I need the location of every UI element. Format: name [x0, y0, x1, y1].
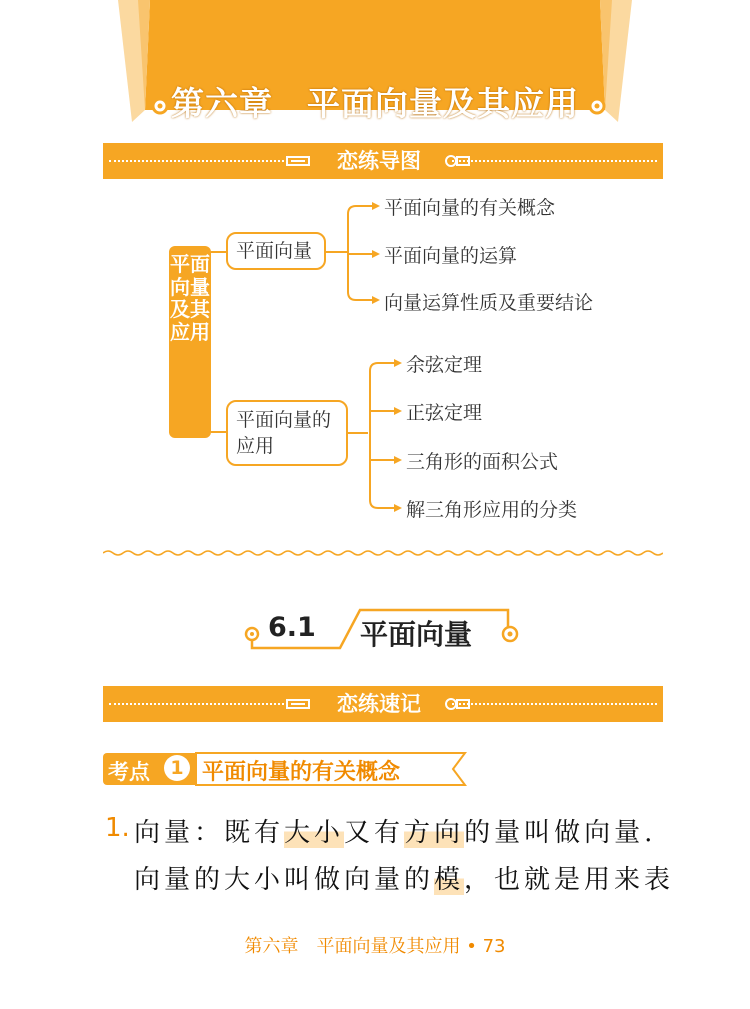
branch-label-line1: 平面向量的	[236, 409, 332, 431]
bar-dotted-line	[109, 703, 284, 705]
mindmap-leaf: 余弦定理	[406, 354, 483, 376]
branch-label: 平面向量	[236, 240, 313, 262]
bar-dotted-line	[109, 160, 284, 162]
bar-dotted-line	[452, 160, 657, 162]
notes-bar-label: 恋练速记	[337, 692, 421, 716]
keypoint-number: 1	[164, 755, 190, 781]
section-title: 平面向量	[360, 618, 473, 651]
mindmap-branch-vectors	[226, 232, 326, 270]
keypoint-label: 考点	[108, 760, 150, 784]
branch-label-line2: 应用	[236, 435, 275, 457]
text-span: 向量：既有	[134, 818, 285, 848]
mindmap-bar-label: 恋练导图	[337, 149, 421, 173]
text-span: 向量的大小叫做向量的	[134, 865, 435, 895]
item-number: 1.	[105, 813, 130, 843]
mindmap-leaf: 向量运算性质及重要结论	[384, 292, 594, 314]
highlight-span: 大小	[284, 818, 345, 848]
ornament-icon	[285, 696, 315, 712]
text-span: 的量叫做向量.	[464, 818, 657, 848]
mindmap-leaf: 三角形的面积公式	[406, 451, 559, 473]
keypoint-title: 平面向量的有关概念	[202, 760, 401, 785]
text-span: 又有	[344, 818, 405, 848]
body-line-1	[134, 812, 656, 849]
mindmap-branch-applications	[226, 400, 348, 466]
mindmap-leaf: 平面向量的有关概念	[384, 197, 556, 219]
bar-dotted-line	[452, 703, 657, 705]
mindmap-connectors	[0, 180, 750, 530]
chapter-title: 第六章 平面向量及其应用	[171, 84, 579, 123]
text-span: ，也就是用来表	[464, 865, 675, 895]
mindmap-section-bar	[103, 143, 663, 179]
highlight-span: 方向	[404, 818, 465, 848]
mindmap-root-label: 平面向量及其应用	[170, 252, 210, 344]
section-number: 6.1	[268, 612, 316, 643]
notes-section-bar	[103, 686, 663, 722]
mindmap-leaf: 平面向量的运算	[384, 245, 518, 267]
mindmap-leaf: 正弦定理	[406, 402, 483, 424]
page-footer: 第六章 平面向量及其应用 • 73	[244, 936, 506, 957]
body-line-2	[134, 859, 674, 896]
mindmap-leaf: 解三角形应用的分类	[406, 499, 578, 521]
wavy-divider	[103, 548, 663, 558]
highlight-span: 模	[434, 865, 465, 895]
ornament-icon	[285, 153, 315, 169]
